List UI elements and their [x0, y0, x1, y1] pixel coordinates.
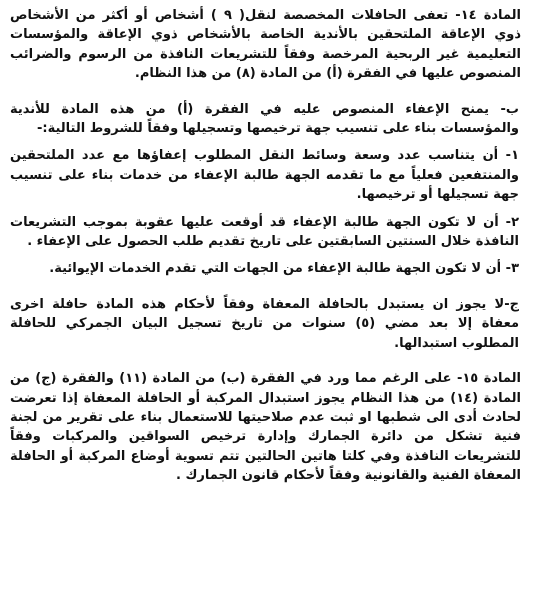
article-14-paragraph-b: ب- يمنح الإعفاء المنصوص عليه في الفقرة (أ) من هذه المادة للأندية والمؤسسات بناء على تنسيب جهة ترخيصها وتسجيلها وفقاً للشروط التالية:- [10, 101, 519, 137]
condition-3-number: ٣ [511, 261, 519, 277]
article-15-text: - على الرغم مما ورد في الفقرة (ب) من المادة (١١) والفقرة (ج) من المادة (١٤) من هذا النظام يجوز استبدال المركبة أو الحافلة المعفاة إذا تعرضت لحادث أدى الى شطبها او ثبت عدم صلاحيتها للاستعمال بناء على تقرير من لجنة فنية تشكل من دائرة الجمارك وإدارة ترخيص السواقين والمركبات وفقاً للتشريعات النافذة وفي كلتا هاتين الحالتين تتم تسوية أوضاع المركبة أو الحافلة المعفاة الفنية والقانونية وفقاً لأحكام قانون الجمارك . [10, 371, 522, 484]
condition-1-number: ١ [511, 148, 519, 164]
article-15 [10, 369, 521, 485]
condition-2 [10, 213, 521, 252]
article-14-intro [10, 6, 521, 84]
condition-1-text: - أن يتناسب عدد وسعة وسائط النقل المطلوب إعفاؤها مع عدد الملتحقين والمنتفعين فعلياً مع ما تقدمه الجهة طالبة الإعفاء من خدمات بناء على تنسيب جهة تسجيلها أو ترخيصها. [10, 148, 519, 203]
article-15-heading: المادة ١٥ [462, 371, 521, 387]
article-14-heading: المادة ١٤ [460, 8, 521, 23]
article-14-paragraph-c: ج-لا يجوز ان يستبدل بالحافلة المعفاة وفقاً لأحكام هذه المادة حافلة اخرى معفاة إلا بعد مضي (٥) سنوات من تاريخ تسجيل البيان الجمركي للحافلة المطلوب استبدالها. [10, 296, 519, 351]
condition-2-text: - أن لا تكون الجهة طالبة الإعفاء قد أوقعت عليها عقوبة بموجب التشريعات النافذة خلال السنتين السابقتين على تاريخ تقديم طلب الحصول على الإعفاء . [10, 214, 519, 250]
article-14-intro-text: - تعفى الحافلات المخصصة لنقل( ٩ ) أشخاص أو أكثر من الأشخاص ذوي الإعاقة الملتحقين بالأندية الخاصة بالأشخاص ذوي الإعاقة والمؤسسات التعليمية غير الربحية المرخصة وفقاً للتشريعات النافذة من الرسوم والضرائب المنصوص عليها في الفقرة (أ) من المادة (٨) من هذا النظام. [10, 8, 521, 82]
condition-1 [10, 146, 521, 204]
condition-3 [10, 259, 521, 278]
condition-2-number: ٢ [511, 214, 519, 230]
condition-3-text: - أن لا تكون الجهة طالبة الإعفاء من الجهات التي تقدم الخدمات الإيوائية. [49, 261, 512, 277]
